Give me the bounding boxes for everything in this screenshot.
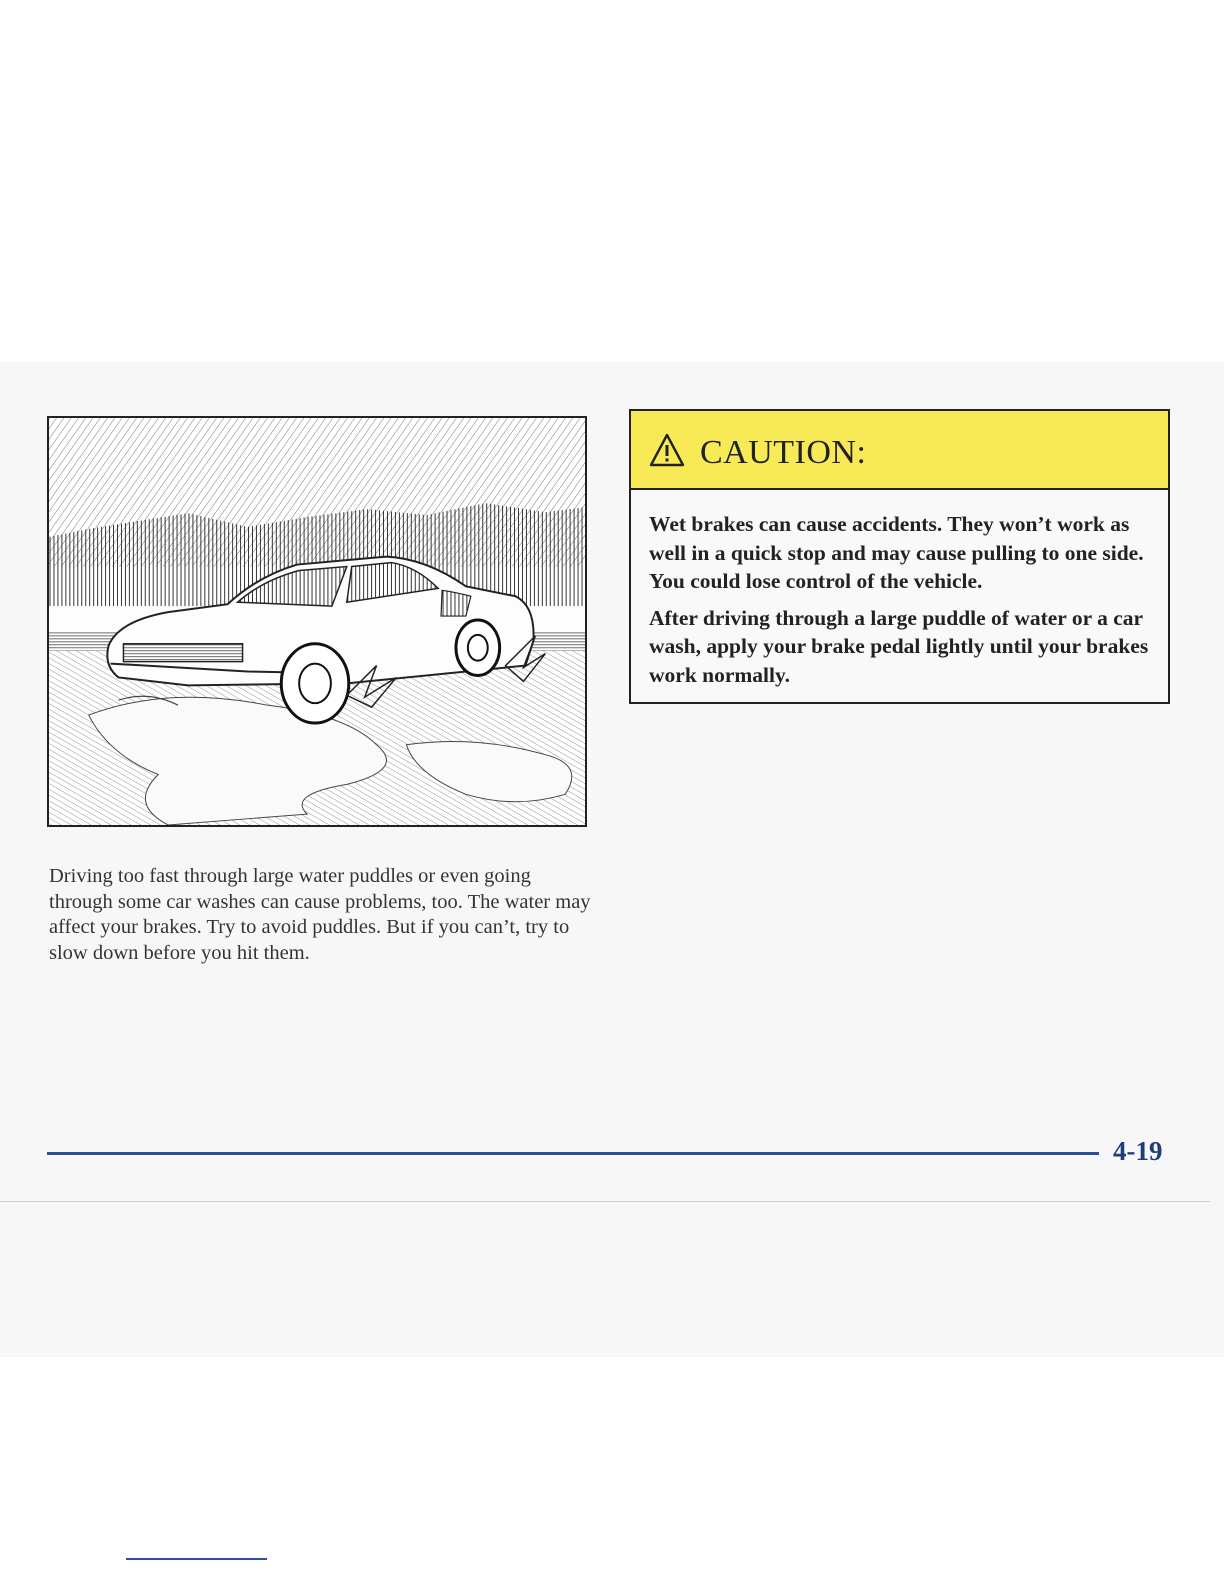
car-illustration-drawing xyxy=(49,418,585,825)
caution-paragraph: Wet brakes can cause accidents. They won’t work as well in a quick stop and may cause pulling to one side. You could lose control of the vehicle. xyxy=(649,512,1144,593)
caution-box xyxy=(629,409,1170,704)
footer-divider xyxy=(47,1152,1099,1155)
warning-triangle-icon xyxy=(648,432,686,468)
car-puddle-illustration xyxy=(47,416,587,827)
page-edge-divider xyxy=(0,1201,1210,1202)
body-paragraph: Driving too fast through large water puddles or even going through some car washes can cause problems, too. The water may affect your brakes. Try to avoid puddles. But if you can’t, try to slow down before you hit them. xyxy=(49,865,591,964)
caution-title: CAUTION: xyxy=(700,433,867,471)
page-number: 4-19 xyxy=(1113,1136,1163,1166)
caution-paragraph: After driving through a large puddle of water or a car wash, apply your brake pedal lightly until your brakes work normally. xyxy=(649,605,1149,687)
caution-body xyxy=(631,490,1168,689)
caution-header xyxy=(631,411,1168,490)
bottom-divider xyxy=(126,1558,267,1560)
